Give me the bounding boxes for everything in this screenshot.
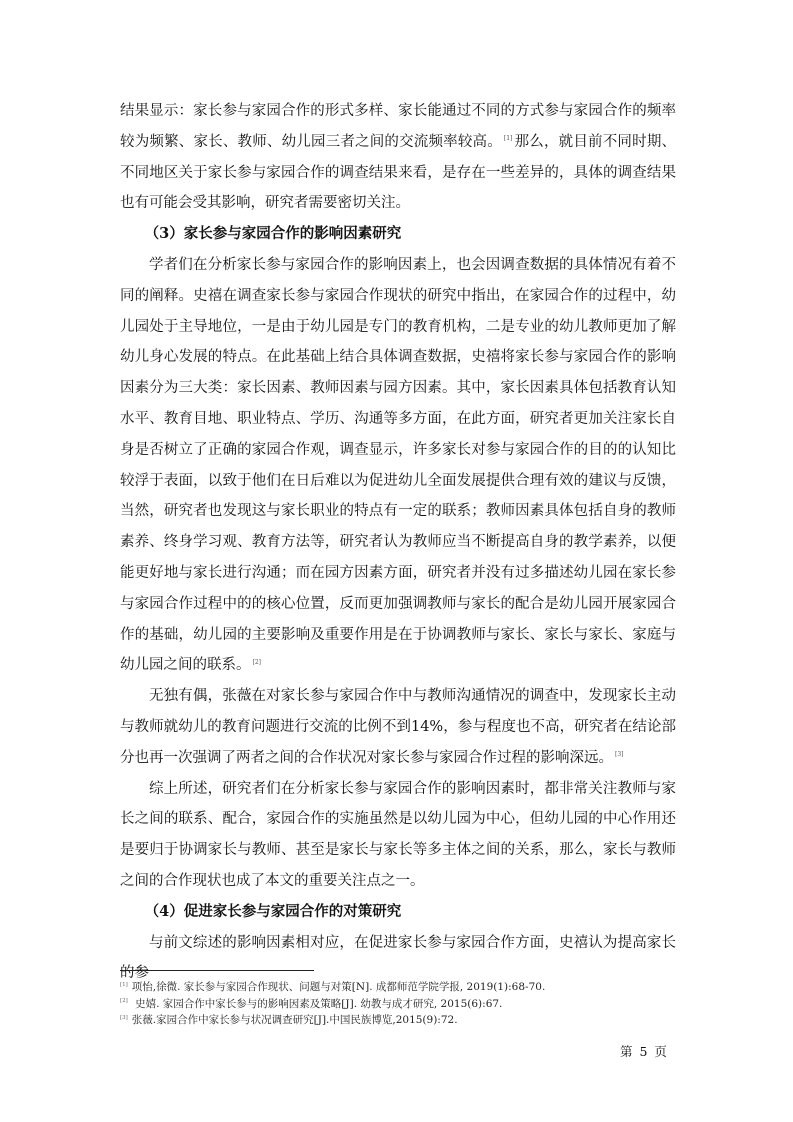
- footnote-marker: [1]: [120, 981, 128, 988]
- paragraph-factors: [120, 250, 676, 681]
- section-heading-strategies: （4）促进家长参与家园合作的对策研究: [144, 902, 402, 920]
- paragraph-text: 那么，就目前不同时期、不同地区关于家长参与家园合作的调查结果来看，是存在一些差异的，具体的调查结果也有可能会受其影响，研究者需要密切关注。: [120, 133, 677, 212]
- page-number: 第 5 页: [620, 1044, 667, 1059]
- body-text: [120, 96, 676, 989]
- paragraph-text: 结果显示：家长参与家园合作的形式多样、家长能通过不同的方式参与家园合作的频率较为频繁、家长、教师、幼儿园三者之间的交流频率较高。: [120, 103, 676, 150]
- paragraph-text: 综上所述，研究者们在分析家长参与家园合作的影响因素时，都非常关注教师与家长之间的联系、配合，家园合作的实施虽然是以幼儿园为中心，但幼儿园的中心作用还是要归于协调家长与教师、甚至是家长与家长等多主体之间的关系，那么，家长与教师之间的合作现状也成了本文的重要关注点之一。: [120, 780, 676, 889]
- paragraph-summary: [120, 774, 676, 897]
- footnote-marker: [3]: [120, 1014, 128, 1021]
- footnote-text: 史嬉. 家园合作中家长参与的影响因素及策略[J]. 幼教与成才研究, 2015(6):67.: [131, 997, 503, 1010]
- footnote-2: [120, 996, 680, 1013]
- footnotes: [120, 979, 680, 1029]
- footnote-marker: [2]: [120, 998, 128, 1004]
- citation-marker: [1]: [503, 134, 513, 142]
- citation-marker: [3]: [615, 750, 624, 758]
- footnote-3: [120, 1012, 680, 1029]
- footnote-text: 张薇.家园合作中家长参与状况调查研究[J].中国民族博览,2015(9):72.: [131, 1014, 458, 1026]
- paragraph-text: 与前文综述的影响因素相对应，在促进家长参与家园合作方面，史禧认为提高家长的参: [120, 934, 676, 982]
- section-heading-influencing-factors: （3）家长参与家园合作的影响因素研究: [144, 225, 402, 243]
- paragraph-zhang-wei: [120, 681, 676, 773]
- paragraph-text: 学者们在分析家长参与家园合作的影响因素上，也会因调查数据的具体情况有着不同的阐释。史禧在调查家长参与家园合作现状的研究中指出，在家园合作的过程中，幼儿园处于主导地位，一是由于幼儿园是专门的教育机构，二是专业的幼儿教师更加了解幼儿身心发展的特点。在此基础上结合具体调查数据，史禧将家长参与家园合作的影响因素分为三大类：家长因素、教师因素与园方因素。其中，家长因素具体包括教育认知水平、教育目地、职业特点、学历、沟通等多方面，在此方面，研究者更加关注家长自身是否树立了正确的家园合作观，调查显示，许多家长对参与家园合作的目的的认知比较浮于表面，以致于他们在日后难以为促进幼儿全面发展提供合理有效的建议与反馈，当然，研究者也发现这与家长职业的特点有一定的联系；教师因素具体包括自身的教师素养、终身学习观、教育方法等，研究者认为教师应当不断提高自身的教学素养，以便能更好地与家长进行沟通；而在园方因素方面，研究者并没有过多描述幼儿园在家长参与家园合作过程中的的核心位置，反而更加强调教师与家长的配合是幼儿园开展家园合作的基础，幼儿园的主要影响及重要作用是在于协调教师与家长、家长与家长、家庭与幼儿园之间的联系。: [120, 256, 676, 674]
- footnote-text: 项怡,徐微. 家长参与家园合作现状、问题与对策[N]. 成都师范学院学报, 2019(1):68-70.: [131, 981, 546, 993]
- footnote-divider: [120, 970, 314, 971]
- paragraph-results: [120, 96, 676, 219]
- footnote-1: [120, 979, 680, 996]
- citation-marker: [2]: [252, 658, 261, 666]
- paragraph-text: 无独有偶，张薇在对家长参与家园合作中与教师沟通情况的调查中，发现家长主动与教师就幼儿的教育问题进行交流的比例不到14%，参与程度也不高，研究者在结论部分也再一次强调了两者之间的合作状况对家长参与家园合作过程的影响深远。: [120, 688, 676, 766]
